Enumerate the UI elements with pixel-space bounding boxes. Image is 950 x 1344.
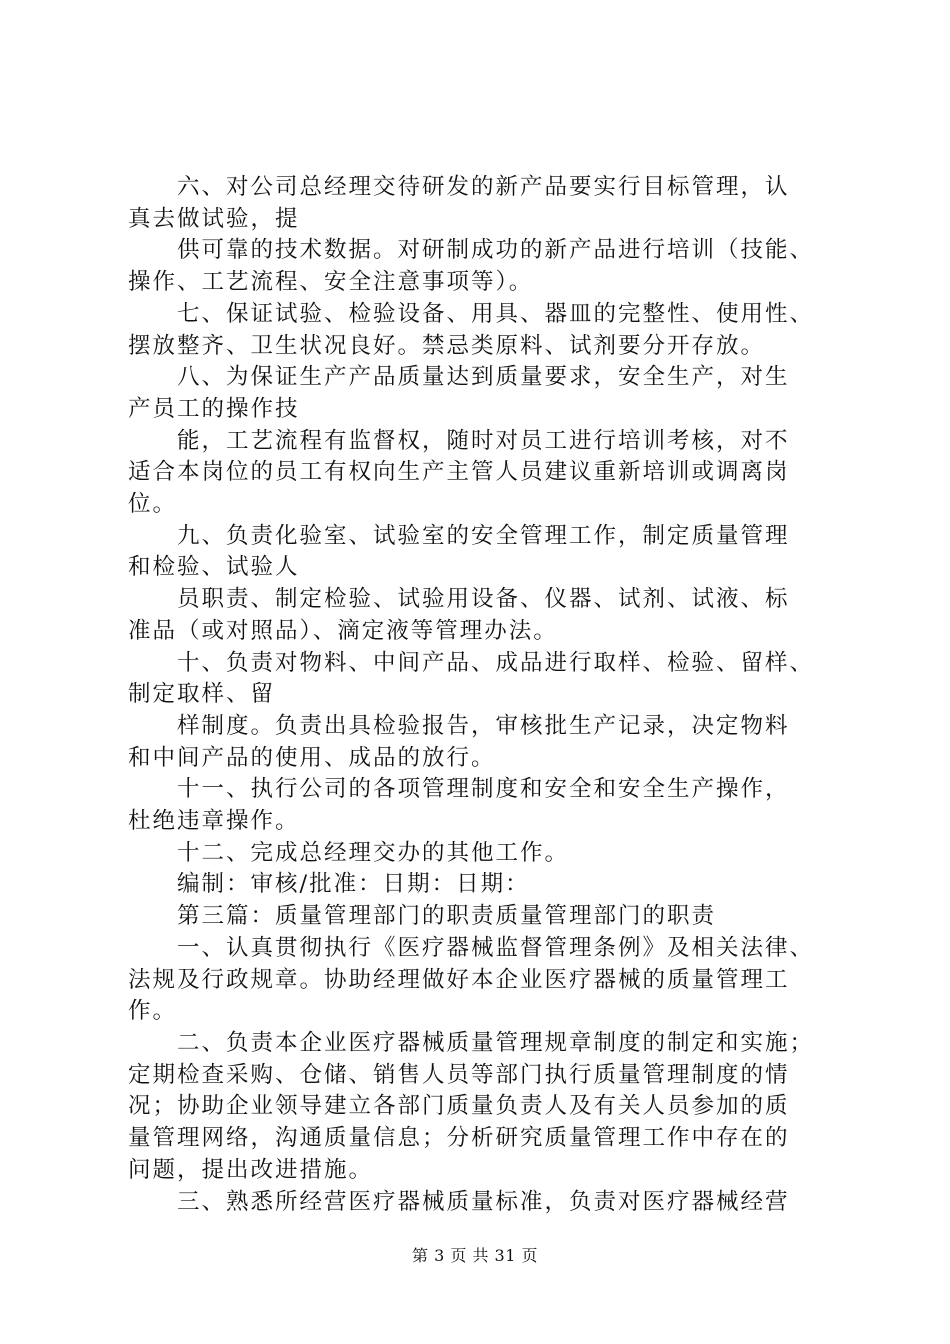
text-line: 位。 <box>128 491 178 518</box>
text-line: 法规及行政规章。协助经理做好本企业医疗器械的质量管理工 <box>128 966 790 993</box>
text-line: 员职责、制定检验、试验用设备、仪器、试剂、试液、标 <box>128 586 790 613</box>
text-line: 十、负责对物料、中间产品、成品进行取样、检验、留样、 <box>128 649 815 676</box>
text-line: 十二、完成总经理交办的其他工作。 <box>128 839 570 866</box>
section-heading: 第三篇：质量管理部门的职责质量管理部门的职责 <box>128 903 717 930</box>
text-line: 七、保证试验、检验设备、用具、器皿的完整性、使用性、 <box>128 300 815 327</box>
text-line: 十一、执行公司的各项管理制度和安全和安全生产操作， <box>128 776 790 803</box>
text-line: 杜绝违章操作。 <box>128 808 300 835</box>
text-line: 能，工艺流程有监督权，随时对员工进行培训考核，对不 <box>128 427 790 454</box>
text-line: 三、熟悉所经营医疗器械质量标准，负责对医疗器械经营 <box>128 1188 790 1215</box>
text-line: 定期检查采购、仓储、销售人员等部门执行质量管理制度的情 <box>128 1061 790 1088</box>
text-line: 样制度。负责出具检验报告，审核批生产记录，决定物料 <box>128 712 790 739</box>
text-line: 供可靠的技术数据。对研制成功的新产品进行培训（技能、 <box>128 237 815 264</box>
text-line: 产员工的操作技 <box>128 395 300 422</box>
text-line: 量管理网络，沟通质量信息；分析研究质量管理工作中存在的 <box>128 1125 790 1152</box>
text-line: 八、为保证生产产品质量达到质量要求，安全生产，对生 <box>128 364 790 391</box>
text-line: 操作、工艺流程、安全注意事项等）。 <box>128 269 534 296</box>
text-line: 九、负责化验室、试验室的安全管理工作，制定质量管理 <box>128 522 790 549</box>
text-line: 摆放整齐、卫生状况良好。禁忌类原料、试剂要分开存放。 <box>128 332 766 359</box>
text-line: 六、对公司总经理交待研发的新产品要实行目标管理，认 <box>128 174 790 200</box>
text-line: 问题，提出改进措施。 <box>128 1156 374 1183</box>
document-body <box>128 172 840 1218</box>
page-number-footer: 第 3 页 共 31 页 <box>412 1246 538 1265</box>
text-line: 和中间产品的使用、成品的放行。 <box>128 744 496 771</box>
text-line: 适合本岗位的员工有权向生产主管人员建议重新培训或调离岗 <box>128 459 790 486</box>
signature-line: 编制：审核/批准：日期：日期： <box>128 871 530 898</box>
text-line: 制定取样、留 <box>128 681 276 708</box>
text-line: 真去做试验，提 <box>128 205 300 232</box>
text-line: 二、负责本企业医疗器械质量管理规章制度的制定和实施； <box>128 1029 815 1056</box>
text-line: 况；协助企业领导建立各部门质量负责人及有关人员参加的质 <box>128 1093 790 1120</box>
text-line: 和检验、试验人 <box>128 554 300 581</box>
text-line: 一、认真贯彻执行《医疗器械监督管理条例》及相关法律、 <box>128 934 815 961</box>
text-line: 准品（或对照品）、滴定液等管理办法。 <box>128 617 558 644</box>
text-line: 作。 <box>128 998 178 1025</box>
